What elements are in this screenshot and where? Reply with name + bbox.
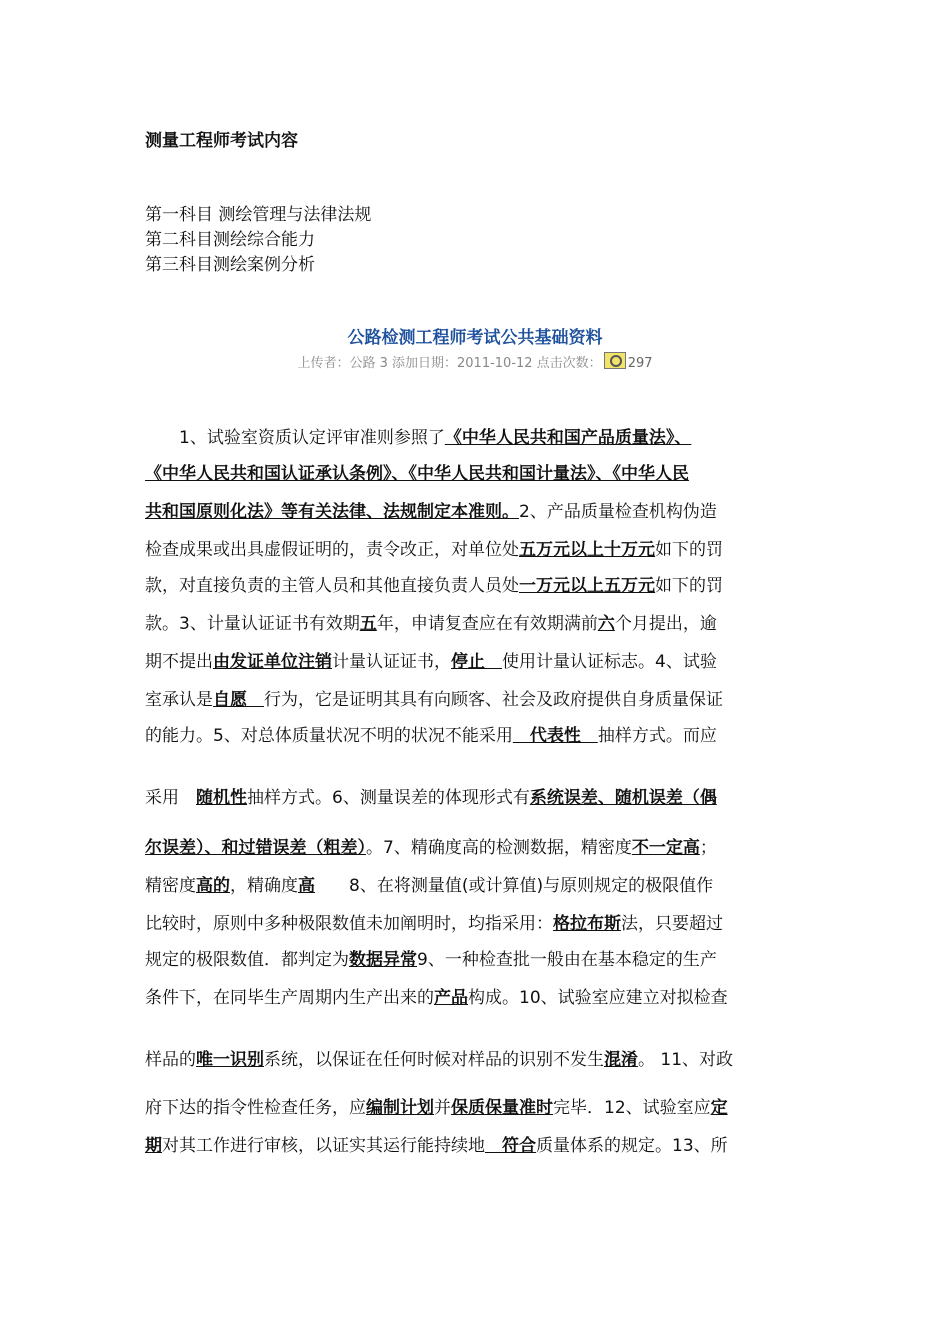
line-text: 行为，它是证明其具有向顾客、社会及政府提供自身质量保证 (264, 690, 723, 710)
line-text: 款。3、计量认证证书有效期 (145, 614, 360, 634)
underlined-answer: 符合 (485, 1136, 536, 1156)
article-line (145, 1134, 728, 1158)
click-count: 297 (627, 356, 653, 371)
article-line (145, 650, 717, 674)
underlined-answer: 定 (710, 1098, 728, 1118)
line-text: 抽样方式。6、测量误差的体现形式有 (247, 788, 530, 808)
line-text: 期不提出 (145, 652, 213, 672)
line-text: 规定的极限数值．都判定为 (145, 950, 349, 970)
article-meta (0, 352, 950, 371)
line-text: 构成。10、试验室应建立对拟检查 (468, 988, 728, 1008)
underlined-answer: 自愿 (213, 690, 264, 710)
article-line (145, 612, 717, 636)
line-text: 款，对直接负责的主管人员和其他直接负责人员处 (145, 576, 519, 596)
line-text: 的能力。5、对总体质量状况不明的状况不能采用 (145, 726, 513, 746)
underlined-answer: 代表性 (512, 726, 598, 746)
line-text: 如下的罚 (655, 540, 723, 560)
line-text: 并 (434, 1098, 451, 1118)
article-line (145, 426, 691, 450)
article-line (145, 500, 717, 524)
subject-1: 第一科目 测绘管理与法律法规 (145, 205, 372, 225)
article-line (145, 836, 717, 860)
underlined-answer: 随机性 (196, 788, 247, 808)
line-text: 9、一种检查批一般由在基本稳定的生产 (417, 950, 717, 970)
line-text: 采用 (145, 788, 196, 808)
article-line (145, 786, 717, 810)
line-text: 法，只要超过 (621, 914, 723, 934)
underlined-answer: 不一定高 (631, 838, 700, 858)
article-meta-text: 上传者：公路 3 添加日期：2011-10-12 点击次数： (297, 356, 602, 371)
line-text: 。7、精确度高的检测数据，精密度 (366, 838, 632, 858)
line-text: 年，申请复查应在有效期满前 (376, 614, 598, 634)
line-text: 质量体系的规定。13、所 (536, 1136, 728, 1156)
line-text: 精密度 (145, 876, 196, 896)
line-text: 使用计量认证标志。4、试验 (502, 652, 717, 672)
underlined-answer: 六 (597, 614, 615, 634)
underlined-answer: 五 (359, 614, 377, 634)
line-text: 完毕．12、试验室应 (553, 1098, 711, 1118)
underlined-answer: 保质保量准时 (451, 1098, 553, 1118)
underlined-answer: 混淆 (604, 1050, 638, 1070)
line-text: 样品的 (145, 1050, 196, 1070)
line-text: 室承认是 (145, 690, 213, 710)
article-line (145, 1048, 733, 1072)
underlined-answer: 《中华人民共和国产品质量法》、 (444, 428, 692, 448)
line-text: 个月提出，逾 (614, 614, 717, 634)
line-text: 。 11、对政 (638, 1050, 734, 1070)
article-title: 公路检测工程师考试公共基础资料 (347, 328, 603, 348)
underlined-answer: 尔误差）、和过错误差（粗差） (145, 838, 366, 858)
underlined-answer: 共和国原则化法》等有关法律、法规制定本准则。 (145, 502, 519, 522)
underlined-answer: 高 (298, 876, 315, 896)
underlined-answer: 《中华人民共和国认证承认条例》、《中华人民共和国计量法》、《中华人民 (145, 464, 689, 484)
line-text: 对其工作进行审核，以证实其运行能持续地 (162, 1136, 485, 1156)
line-text: ，精确度 (230, 876, 298, 896)
underlined-answer: 唯一识别 (196, 1050, 264, 1070)
underlined-answer: 产品 (434, 988, 468, 1008)
underlined-answer: 期 (145, 1136, 162, 1156)
underlined-answer: 一万元以上五万元 (519, 576, 655, 596)
page-title: 测量工程师考试内容 (145, 131, 298, 151)
line-text: 检查成果或出具虚假证明的，责令改正，对单位处 (145, 540, 519, 560)
underlined-answer: 系统误差、随机误差（偶 (529, 788, 717, 808)
line-text: 系统，以保证在任何时候对样品的识别不发生 (264, 1050, 604, 1070)
article-line (145, 1096, 728, 1120)
underlined-answer: 编制计划 (366, 1098, 434, 1118)
line-text: ； (699, 838, 717, 858)
line-text: 2、产品质量检查机构伪造 (519, 502, 717, 522)
line-text: 抽样方式。而应 (597, 726, 717, 746)
line-text: 府下达的指令性检查任务，应 (145, 1098, 366, 1118)
article-line (145, 724, 717, 748)
underlined-answer: 格拉布斯 (553, 914, 621, 934)
line-text: 如下的罚 (655, 576, 723, 596)
line-text: 比较时，原则中多种极限数值未加阐明时，均指采用： (145, 914, 553, 934)
underlined-answer: 高的 (196, 876, 230, 896)
article-line (145, 574, 723, 598)
article-line (145, 986, 728, 1010)
article-line (145, 462, 689, 486)
underlined-answer: 数据异常 (349, 950, 417, 970)
subject-3: 第三科目测绘案例分析 (145, 255, 315, 275)
line-text: 8、在将测量值(或计算值)与原则规定的极限值作 (315, 876, 714, 896)
article-line (145, 538, 723, 562)
line-text: 1、试验室资质认定评审准则参照了 (145, 428, 445, 448)
line-text: 条件下，在同毕生产周期内生产出来的 (145, 988, 434, 1008)
article-line (145, 912, 723, 936)
subject-2: 第二科目测绘综合能力 (145, 230, 315, 250)
underlined-answer: 由发证单位注销 (213, 652, 332, 672)
line-text: 计量认证证书， (332, 652, 451, 672)
underlined-answer: 五万元以上十万元 (519, 540, 655, 560)
article-line (145, 688, 723, 712)
article-line (145, 948, 717, 972)
underlined-answer: 停止 (451, 652, 502, 672)
hit-counter-icon (604, 352, 626, 369)
article-line (145, 874, 713, 898)
